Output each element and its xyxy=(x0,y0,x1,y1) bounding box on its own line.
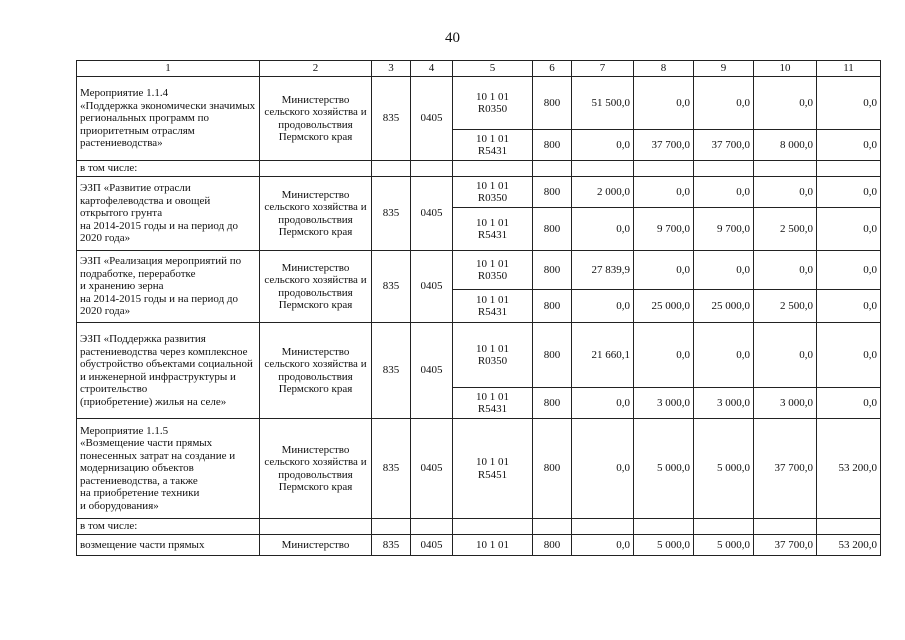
section-code: 0405 xyxy=(411,177,453,251)
amount: 5 000,0 xyxy=(694,535,754,556)
target-code: 10 1 01 R0350 xyxy=(453,77,533,130)
target-code: 10 1 01 R5431 xyxy=(453,388,533,419)
amount: 2 000,0 xyxy=(572,177,634,208)
column-number: 6 xyxy=(533,61,572,77)
in-that-number-label: в том числе: xyxy=(77,161,260,177)
amount: 27 839,9 xyxy=(572,251,634,290)
expense-type: 800 xyxy=(533,77,572,130)
amount: 0,0 xyxy=(817,323,881,388)
expense-type: 800 xyxy=(533,419,572,519)
program-title: ЭЗП «Поддержка развития растениеводства через комплексное обустройство объектами социальной и инженерной инфраструктуры и строительство (приобретение) жилья на селе» xyxy=(77,323,260,419)
target-code: 10 1 01 R0350 xyxy=(453,323,533,388)
ministry-code: 835 xyxy=(372,419,411,519)
amount: 0,0 xyxy=(572,535,634,556)
amount: 0,0 xyxy=(817,177,881,208)
column-number: 5 xyxy=(453,61,533,77)
executor: Министерство сельского хозяйства и продовольствия Пермского края xyxy=(260,323,372,419)
amount: 8 000,0 xyxy=(754,130,817,161)
amount: 0,0 xyxy=(694,251,754,290)
expense-type: 800 xyxy=(533,290,572,323)
table-row xyxy=(77,419,881,519)
column-number: 7 xyxy=(572,61,634,77)
amount: 0,0 xyxy=(572,290,634,323)
section-code: 0405 xyxy=(411,419,453,519)
amount: 0,0 xyxy=(572,388,634,419)
table-row xyxy=(77,77,881,130)
amount: 9 700,0 xyxy=(634,208,694,251)
column-number: 1 xyxy=(77,61,260,77)
column-number: 4 xyxy=(411,61,453,77)
page-number: 40 xyxy=(445,30,460,46)
amount: 0,0 xyxy=(754,177,817,208)
amount: 0,0 xyxy=(754,77,817,130)
amount: 0,0 xyxy=(572,419,634,519)
table-row xyxy=(77,535,881,556)
target-code: 10 1 01 R5451 xyxy=(453,419,533,519)
section-code: 0405 xyxy=(411,77,453,161)
column-number-row xyxy=(77,61,881,77)
amount: 0,0 xyxy=(817,130,881,161)
budget-table xyxy=(76,60,881,556)
amount: 5 000,0 xyxy=(634,535,694,556)
amount: 0,0 xyxy=(754,323,817,388)
table-row xyxy=(77,177,881,208)
amount: 37 700,0 xyxy=(754,419,817,519)
amount: 0,0 xyxy=(817,388,881,419)
expense-type: 800 xyxy=(533,251,572,290)
ministry-code: 835 xyxy=(372,251,411,323)
expense-type: 800 xyxy=(533,535,572,556)
amount: 0,0 xyxy=(634,323,694,388)
amount: 51 500,0 xyxy=(572,77,634,130)
target-code: 10 1 01 R5431 xyxy=(453,130,533,161)
expense-type: 800 xyxy=(533,388,572,419)
executor: Министерство сельского хозяйства и продовольствия Пермского края xyxy=(260,419,372,519)
column-number: 9 xyxy=(694,61,754,77)
amount: 2 500,0 xyxy=(754,208,817,251)
amount: 53 200,0 xyxy=(817,535,881,556)
amount: 25 000,0 xyxy=(694,290,754,323)
expense-type: 800 xyxy=(533,177,572,208)
target-code: 10 1 01 R5431 xyxy=(453,290,533,323)
amount: 0,0 xyxy=(634,251,694,290)
amount: 53 200,0 xyxy=(817,419,881,519)
ministry-code: 835 xyxy=(372,177,411,251)
column-number: 10 xyxy=(754,61,817,77)
expense-type: 800 xyxy=(533,130,572,161)
table-row xyxy=(77,323,881,388)
amount: 2 500,0 xyxy=(754,290,817,323)
measure-title: Мероприятие 1.1.5 «Возмещение части прямых понесенных затрат на создание и модернизацию объектов растениеводства, а также на приобретение техники и оборудования» xyxy=(77,419,260,519)
amount: 0,0 xyxy=(817,290,881,323)
amount: 25 000,0 xyxy=(634,290,694,323)
target-code: 10 1 01 xyxy=(453,535,533,556)
program-title: ЭЗП «Развитие отрасли картофелеводства и овощей открытого грунта на 2014-2015 годы и на период до 2020 года» xyxy=(77,177,260,251)
expense-type: 800 xyxy=(533,208,572,251)
expense-type: 800 xyxy=(533,323,572,388)
amount: 5 000,0 xyxy=(634,419,694,519)
amount: 0,0 xyxy=(694,77,754,130)
target-code: 10 1 01 R0350 xyxy=(453,251,533,290)
table-row xyxy=(77,519,881,535)
amount: 0,0 xyxy=(817,77,881,130)
column-number: 3 xyxy=(372,61,411,77)
section-code: 0405 xyxy=(411,251,453,323)
amount: 0,0 xyxy=(572,130,634,161)
amount: 0,0 xyxy=(817,208,881,251)
measure-title: Мероприятие 1.1.4 «Поддержка экономически значимых региональных программ по приоритетным отраслям растениеводства» xyxy=(77,77,260,161)
executor: Министерство сельского хозяйства и продовольствия Пермского края xyxy=(260,77,372,161)
executor: Министерство сельского хозяйства и продовольствия Пермского края xyxy=(260,251,372,323)
executor: Министерство сельского хозяйства и продовольствия Пермского края xyxy=(260,177,372,251)
amount: 0,0 xyxy=(754,251,817,290)
target-code: 10 1 01 R5431 xyxy=(453,208,533,251)
section-code: 0405 xyxy=(411,535,453,556)
amount: 37 700,0 xyxy=(754,535,817,556)
ministry-code: 835 xyxy=(372,77,411,161)
column-number: 8 xyxy=(634,61,694,77)
target-code: 10 1 01 R0350 xyxy=(453,177,533,208)
section-code: 0405 xyxy=(411,323,453,419)
column-number: 2 xyxy=(260,61,372,77)
amount: 0,0 xyxy=(694,323,754,388)
in-that-number-label: в том числе: xyxy=(77,519,260,535)
column-number: 11 xyxy=(817,61,881,77)
amount: 0,0 xyxy=(817,251,881,290)
ministry-code: 835 xyxy=(372,535,411,556)
measure-title: возмещение части прямых xyxy=(77,535,260,556)
program-title: ЭЗП «Реализация мероприятий по подработке, переработке и хранению зерна на 2014-2015 годы и на период до 2020 года» xyxy=(77,251,260,323)
executor: Министерство xyxy=(260,535,372,556)
table-row xyxy=(77,251,881,290)
ministry-code: 835 xyxy=(372,323,411,419)
table-row xyxy=(77,161,881,177)
amount: 0,0 xyxy=(634,77,694,130)
amount: 37 700,0 xyxy=(694,130,754,161)
amount: 3 000,0 xyxy=(634,388,694,419)
amount: 5 000,0 xyxy=(694,419,754,519)
amount: 9 700,0 xyxy=(694,208,754,251)
amount: 0,0 xyxy=(694,177,754,208)
amount: 3 000,0 xyxy=(694,388,754,419)
amount: 0,0 xyxy=(572,208,634,251)
amount: 3 000,0 xyxy=(754,388,817,419)
amount: 21 660,1 xyxy=(572,323,634,388)
amount: 37 700,0 xyxy=(634,130,694,161)
amount: 0,0 xyxy=(634,177,694,208)
